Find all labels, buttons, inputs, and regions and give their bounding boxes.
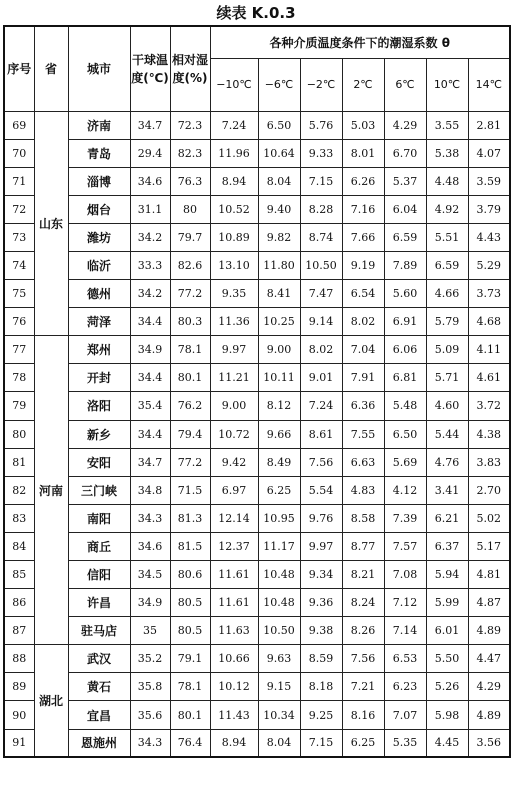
- humidity-cell: 79.7: [170, 223, 210, 251]
- table-row: [4, 223, 510, 251]
- coefficient-cell: 4.45: [426, 729, 468, 757]
- coefficient-cell: 10.34: [258, 701, 300, 729]
- coefficient-cell: 12.14: [210, 504, 258, 532]
- coefficient-cell: 5.79: [426, 308, 468, 336]
- coefficient-cell: 3.79: [468, 195, 510, 223]
- coefficient-cell: 11.61: [210, 589, 258, 617]
- dry-bulb-cell: 34.9: [130, 336, 170, 364]
- coefficient-cell: 8.18: [300, 673, 342, 701]
- coefficient-cell: 8.94: [210, 167, 258, 195]
- coefficient-cell: 5.03: [342, 111, 384, 139]
- coefficient-cell: 10.25: [258, 308, 300, 336]
- header-temp: 14℃: [468, 58, 510, 111]
- coefficient-cell: 9.82: [258, 223, 300, 251]
- table-row: [4, 308, 510, 336]
- city-cell: 郑州: [68, 336, 130, 364]
- coefficient-cell: 10.12: [210, 673, 258, 701]
- coefficient-cell: 5.09: [426, 336, 468, 364]
- coefficient-cell: 3.73: [468, 280, 510, 308]
- coefficient-cell: 8.12: [258, 392, 300, 420]
- coefficient-cell: 6.36: [342, 392, 384, 420]
- coefficient-cell: 10.50: [258, 617, 300, 645]
- header-index: 序号: [4, 26, 34, 111]
- table-row: [4, 617, 510, 645]
- dry-bulb-cell: 34.7: [130, 111, 170, 139]
- coefficient-cell: 5.17: [468, 532, 510, 560]
- humidity-cell: 81.5: [170, 532, 210, 560]
- coefficient-cell: 3.41: [426, 476, 468, 504]
- coefficient-cell: 9.66: [258, 420, 300, 448]
- coefficient-cell: 7.57: [384, 532, 426, 560]
- dry-bulb-cell: 31.1: [130, 195, 170, 223]
- coefficient-cell: 4.38: [468, 420, 510, 448]
- coefficient-cell: 5.71: [426, 364, 468, 392]
- coefficient-cell: 9.33: [300, 139, 342, 167]
- table-row: [4, 280, 510, 308]
- coefficient-cell: 6.01: [426, 617, 468, 645]
- coefficient-cell: 4.29: [384, 111, 426, 139]
- coefficient-cell: 4.29: [468, 673, 510, 701]
- city-cell: 德州: [68, 280, 130, 308]
- coefficient-cell: 10.89: [210, 223, 258, 251]
- coefficient-cell: 4.92: [426, 195, 468, 223]
- city-cell: 三门峡: [68, 476, 130, 504]
- dry-bulb-cell: 29.4: [130, 139, 170, 167]
- city-cell: 临沂: [68, 251, 130, 279]
- row-index: 72: [4, 195, 34, 223]
- city-cell: 宜昌: [68, 701, 130, 729]
- coefficient-cell: 6.81: [384, 364, 426, 392]
- coefficient-cell: 7.47: [300, 280, 342, 308]
- coefficient-cell: 8.77: [342, 532, 384, 560]
- coefficient-cell: 11.17: [258, 532, 300, 560]
- coefficient-cell: 4.76: [426, 448, 468, 476]
- humidity-cell: 78.1: [170, 336, 210, 364]
- coefficient-cell: 8.16: [342, 701, 384, 729]
- dry-bulb-cell: 33.3: [130, 251, 170, 279]
- coefficient-cell: 9.97: [300, 532, 342, 560]
- coefficient-cell: 4.89: [468, 617, 510, 645]
- humidity-cell: 78.1: [170, 673, 210, 701]
- humidity-cell: 80: [170, 195, 210, 223]
- city-cell: 潍坊: [68, 223, 130, 251]
- coefficient-cell: 6.97: [210, 476, 258, 504]
- coefficient-cell: 5.99: [426, 589, 468, 617]
- coefficient-cell: 9.36: [300, 589, 342, 617]
- coefficient-cell: 10.50: [300, 251, 342, 279]
- coefficient-cell: 13.10: [210, 251, 258, 279]
- dry-bulb-cell: 34.2: [130, 223, 170, 251]
- province-cell: 山东: [34, 111, 68, 336]
- row-index: 81: [4, 448, 34, 476]
- coefficient-cell: 7.66: [342, 223, 384, 251]
- coefficient-cell: 5.26: [426, 673, 468, 701]
- row-index: 82: [4, 476, 34, 504]
- table-row: [4, 364, 510, 392]
- table-row: [4, 448, 510, 476]
- coefficient-cell: 7.56: [300, 448, 342, 476]
- coefficient-cell: 5.35: [384, 729, 426, 757]
- humidity-cell: 80.3: [170, 308, 210, 336]
- city-cell: 新乡: [68, 420, 130, 448]
- coefficient-cell: 7.08: [384, 561, 426, 589]
- humidity-cell: 72.3: [170, 111, 210, 139]
- table-row: [4, 729, 510, 757]
- table-row: [4, 392, 510, 420]
- dry-bulb-cell: 35: [130, 617, 170, 645]
- coefficient-cell: 9.63: [258, 645, 300, 673]
- row-index: 85: [4, 561, 34, 589]
- coefficient-cell: 4.11: [468, 336, 510, 364]
- dry-bulb-cell: 35.6: [130, 701, 170, 729]
- coefficient-cell: 11.36: [210, 308, 258, 336]
- coefficient-cell: 6.25: [342, 729, 384, 757]
- humidity-cell: 76.2: [170, 392, 210, 420]
- coefficient-cell: 6.50: [384, 420, 426, 448]
- coefficient-cell: 6.23: [384, 673, 426, 701]
- coefficient-cell: 8.61: [300, 420, 342, 448]
- dry-bulb-cell: 34.7: [130, 448, 170, 476]
- dry-bulb-cell: 34.8: [130, 476, 170, 504]
- coefficient-cell: 7.89: [384, 251, 426, 279]
- humidity-cell: 71.5: [170, 476, 210, 504]
- coefficient-cell: 7.15: [300, 729, 342, 757]
- coefficient-cell: 6.50: [258, 111, 300, 139]
- coefficient-cell: 8.02: [342, 308, 384, 336]
- coefficient-cell: 5.69: [384, 448, 426, 476]
- table-row: [4, 532, 510, 560]
- coefficient-cell: 7.04: [342, 336, 384, 364]
- coefficient-cell: 4.68: [468, 308, 510, 336]
- coefficient-cell: 4.12: [384, 476, 426, 504]
- coefficient-cell: 3.55: [426, 111, 468, 139]
- table-row: [4, 167, 510, 195]
- city-cell: 南阳: [68, 504, 130, 532]
- coefficient-cell: 9.40: [258, 195, 300, 223]
- coefficient-cell: 9.25: [300, 701, 342, 729]
- coefficient-cell: 7.24: [300, 392, 342, 420]
- dry-bulb-cell: 34.6: [130, 532, 170, 560]
- humidity-cell: 82.3: [170, 139, 210, 167]
- coefficient-cell: 11.63: [210, 617, 258, 645]
- coefficient-cell: 4.87: [468, 589, 510, 617]
- row-index: 84: [4, 532, 34, 560]
- coefficient-cell: 5.44: [426, 420, 468, 448]
- row-index: 83: [4, 504, 34, 532]
- row-index: 76: [4, 308, 34, 336]
- coefficient-cell: 9.19: [342, 251, 384, 279]
- coefficient-cell: 6.91: [384, 308, 426, 336]
- dry-bulb-cell: 35.2: [130, 645, 170, 673]
- row-index: 74: [4, 251, 34, 279]
- humidity-cell: 81.3: [170, 504, 210, 532]
- coefficient-cell: 8.58: [342, 504, 384, 532]
- coefficient-cell: 6.63: [342, 448, 384, 476]
- table-row: [4, 673, 510, 701]
- coefficient-cell: 8.94: [210, 729, 258, 757]
- humidity-cell: 80.1: [170, 701, 210, 729]
- coefficient-cell: 7.24: [210, 111, 258, 139]
- row-index: 71: [4, 167, 34, 195]
- coefficient-cell: 8.74: [300, 223, 342, 251]
- coefficient-cell: 8.24: [342, 589, 384, 617]
- humidity-cell: 77.2: [170, 280, 210, 308]
- dry-bulb-cell: 34.5: [130, 561, 170, 589]
- city-cell: 济南: [68, 111, 130, 139]
- coefficient-cell: 11.96: [210, 139, 258, 167]
- table-row: [4, 420, 510, 448]
- coefficient-cell: 4.66: [426, 280, 468, 308]
- coefficient-cell: 5.02: [468, 504, 510, 532]
- coefficient-cell: 10.48: [258, 561, 300, 589]
- coefficient-cell: 7.91: [342, 364, 384, 392]
- row-index: 73: [4, 223, 34, 251]
- table-row: [4, 589, 510, 617]
- header-province: 省: [34, 26, 68, 111]
- province-cell: 河南: [34, 336, 68, 645]
- coefficient-cell: 9.42: [210, 448, 258, 476]
- row-index: 77: [4, 336, 34, 364]
- coefficient-cell: 8.04: [258, 167, 300, 195]
- city-cell: 许昌: [68, 589, 130, 617]
- city-cell: 恩施州: [68, 729, 130, 757]
- dry-bulb-cell: 34.3: [130, 729, 170, 757]
- coefficient-cell: 11.61: [210, 561, 258, 589]
- table-row: [4, 561, 510, 589]
- coefficient-cell: 6.25: [258, 476, 300, 504]
- city-cell: 信阳: [68, 561, 130, 589]
- header-temp: −6℃: [258, 58, 300, 111]
- city-cell: 青岛: [68, 139, 130, 167]
- coefficient-cell: 11.80: [258, 251, 300, 279]
- coefficient-cell: 5.37: [384, 167, 426, 195]
- coefficient-cell: 3.56: [468, 729, 510, 757]
- coefficient-cell: 9.76: [300, 504, 342, 532]
- header-dry-bulb: 干球温度(℃): [130, 26, 170, 111]
- coefficient-cell: 2.70: [468, 476, 510, 504]
- coefficient-cell: 4.81: [468, 561, 510, 589]
- humidity-cell: 80.5: [170, 589, 210, 617]
- table-row: [4, 336, 510, 364]
- city-cell: 商丘: [68, 532, 130, 560]
- coefficient-cell: 5.38: [426, 139, 468, 167]
- coefficient-cell: 10.95: [258, 504, 300, 532]
- humidity-cell: 80.5: [170, 617, 210, 645]
- dry-bulb-cell: 34.6: [130, 167, 170, 195]
- coefficient-cell: 6.70: [384, 139, 426, 167]
- coefficient-cell: 6.06: [384, 336, 426, 364]
- coefficient-cell: 11.43: [210, 701, 258, 729]
- city-cell: 武汉: [68, 645, 130, 673]
- coefficient-cell: 9.00: [258, 336, 300, 364]
- row-index: 80: [4, 420, 34, 448]
- header-temp: −10℃: [210, 58, 258, 111]
- coefficient-cell: 6.59: [426, 251, 468, 279]
- coefficient-cell: 9.38: [300, 617, 342, 645]
- coefficient-cell: 5.98: [426, 701, 468, 729]
- row-index: 88: [4, 645, 34, 673]
- coefficient-cell: 9.34: [300, 561, 342, 589]
- coefficient-cell: 5.29: [468, 251, 510, 279]
- humidity-cell: 77.2: [170, 448, 210, 476]
- coefficient-cell: 8.01: [342, 139, 384, 167]
- header-coefficient-group: 各种介质温度条件下的潮湿系数 θ: [210, 26, 510, 58]
- table-row: [4, 139, 510, 167]
- coefficient-cell: 9.35: [210, 280, 258, 308]
- table-row: [4, 476, 510, 504]
- row-index: 90: [4, 701, 34, 729]
- coefficient-cell: 7.39: [384, 504, 426, 532]
- row-index: 69: [4, 111, 34, 139]
- city-cell: 淄博: [68, 167, 130, 195]
- coefficient-cell: 6.37: [426, 532, 468, 560]
- humidity-cell: 82.6: [170, 251, 210, 279]
- humidity-cell: 76.4: [170, 729, 210, 757]
- coefficient-cell: 8.04: [258, 729, 300, 757]
- header-temp: 10℃: [426, 58, 468, 111]
- coefficient-cell: 7.12: [384, 589, 426, 617]
- humidity-cell: 80.6: [170, 561, 210, 589]
- coefficient-cell: 9.01: [300, 364, 342, 392]
- dry-bulb-cell: 34.4: [130, 420, 170, 448]
- coefficient-cell: 8.41: [258, 280, 300, 308]
- table-row: [4, 504, 510, 532]
- coefficient-cell: 7.55: [342, 420, 384, 448]
- coefficient-cell: 6.04: [384, 195, 426, 223]
- table-row: [4, 195, 510, 223]
- header-temp: 2℃: [342, 58, 384, 111]
- city-cell: 黄石: [68, 673, 130, 701]
- table-row: [4, 251, 510, 279]
- row-index: 70: [4, 139, 34, 167]
- coefficient-cell: 3.72: [468, 392, 510, 420]
- coefficient-cell: 4.61: [468, 364, 510, 392]
- header-temp: −2℃: [300, 58, 342, 111]
- humidity-cell: 79.1: [170, 645, 210, 673]
- row-index: 79: [4, 392, 34, 420]
- coefficient-cell: 8.28: [300, 195, 342, 223]
- row-index: 87: [4, 617, 34, 645]
- row-index: 91: [4, 729, 34, 757]
- coefficient-cell: 10.48: [258, 589, 300, 617]
- coefficient-cell: 5.54: [300, 476, 342, 504]
- coefficient-cell: 11.21: [210, 364, 258, 392]
- coefficient-cell: 8.26: [342, 617, 384, 645]
- row-index: 75: [4, 280, 34, 308]
- coefficient-cell: 2.81: [468, 111, 510, 139]
- row-index: 78: [4, 364, 34, 392]
- coefficient-cell: 7.07: [384, 701, 426, 729]
- coefficient-cell: 9.15: [258, 673, 300, 701]
- coefficient-cell: 9.14: [300, 308, 342, 336]
- coefficient-cell: 7.21: [342, 673, 384, 701]
- city-cell: 烟台: [68, 195, 130, 223]
- coefficient-cell: 4.83: [342, 476, 384, 504]
- coefficient-cell: 6.21: [426, 504, 468, 532]
- coefficient-cell: 5.50: [426, 645, 468, 673]
- row-index: 86: [4, 589, 34, 617]
- coefficient-cell: 3.59: [468, 167, 510, 195]
- province-cell: 湖北: [34, 645, 68, 757]
- coefficient-cell: 9.97: [210, 336, 258, 364]
- dry-bulb-cell: 35.4: [130, 392, 170, 420]
- coefficient-cell: 6.26: [342, 167, 384, 195]
- coefficient-cell: 7.15: [300, 167, 342, 195]
- coefficient-cell: 6.54: [342, 280, 384, 308]
- header-city: 城市: [68, 26, 130, 111]
- coefficient-cell: 7.56: [342, 645, 384, 673]
- table-title: 续表 K.0.3: [216, 4, 296, 22]
- coefficient-cell: 8.59: [300, 645, 342, 673]
- coefficient-cell: 9.00: [210, 392, 258, 420]
- coefficient-cell: 5.51: [426, 223, 468, 251]
- coefficient-cell: 4.89: [468, 701, 510, 729]
- city-cell: 洛阳: [68, 392, 130, 420]
- coefficient-cell: 8.21: [342, 561, 384, 589]
- coefficient-cell: 4.47: [468, 645, 510, 673]
- dry-bulb-cell: 34.2: [130, 280, 170, 308]
- moisture-coefficient-table: [3, 25, 511, 758]
- dry-bulb-cell: 34.3: [130, 504, 170, 532]
- coefficient-cell: 5.76: [300, 111, 342, 139]
- row-index: 89: [4, 673, 34, 701]
- humidity-cell: 79.4: [170, 420, 210, 448]
- city-cell: 开封: [68, 364, 130, 392]
- coefficient-cell: 7.14: [384, 617, 426, 645]
- coefficient-cell: 10.11: [258, 364, 300, 392]
- coefficient-cell: 6.59: [384, 223, 426, 251]
- header-temp: 6℃: [384, 58, 426, 111]
- coefficient-cell: 10.72: [210, 420, 258, 448]
- city-cell: 驻马店: [68, 617, 130, 645]
- dry-bulb-cell: 35.8: [130, 673, 170, 701]
- city-cell: 菏泽: [68, 308, 130, 336]
- dry-bulb-cell: 34.9: [130, 589, 170, 617]
- header-humidity: 相对湿度(%): [170, 26, 210, 111]
- coefficient-cell: 5.94: [426, 561, 468, 589]
- coefficient-cell: 12.37: [210, 532, 258, 560]
- coefficient-cell: 4.48: [426, 167, 468, 195]
- dry-bulb-cell: 34.4: [130, 364, 170, 392]
- table-row: [4, 111, 510, 139]
- coefficient-cell: 8.02: [300, 336, 342, 364]
- city-cell: 安阳: [68, 448, 130, 476]
- coefficient-cell: 5.60: [384, 280, 426, 308]
- coefficient-cell: 4.60: [426, 392, 468, 420]
- dry-bulb-cell: 34.4: [130, 308, 170, 336]
- coefficient-cell: 10.66: [210, 645, 258, 673]
- humidity-cell: 76.3: [170, 167, 210, 195]
- coefficient-cell: 10.52: [210, 195, 258, 223]
- table-row: [4, 701, 510, 729]
- coefficient-cell: 5.48: [384, 392, 426, 420]
- coefficient-cell: 10.64: [258, 139, 300, 167]
- coefficient-cell: 4.07: [468, 139, 510, 167]
- coefficient-cell: 6.53: [384, 645, 426, 673]
- humidity-cell: 80.1: [170, 364, 210, 392]
- coefficient-cell: 8.49: [258, 448, 300, 476]
- coefficient-cell: 4.43: [468, 223, 510, 251]
- coefficient-cell: 3.83: [468, 448, 510, 476]
- table-row: [4, 645, 510, 673]
- coefficient-cell: 7.16: [342, 195, 384, 223]
